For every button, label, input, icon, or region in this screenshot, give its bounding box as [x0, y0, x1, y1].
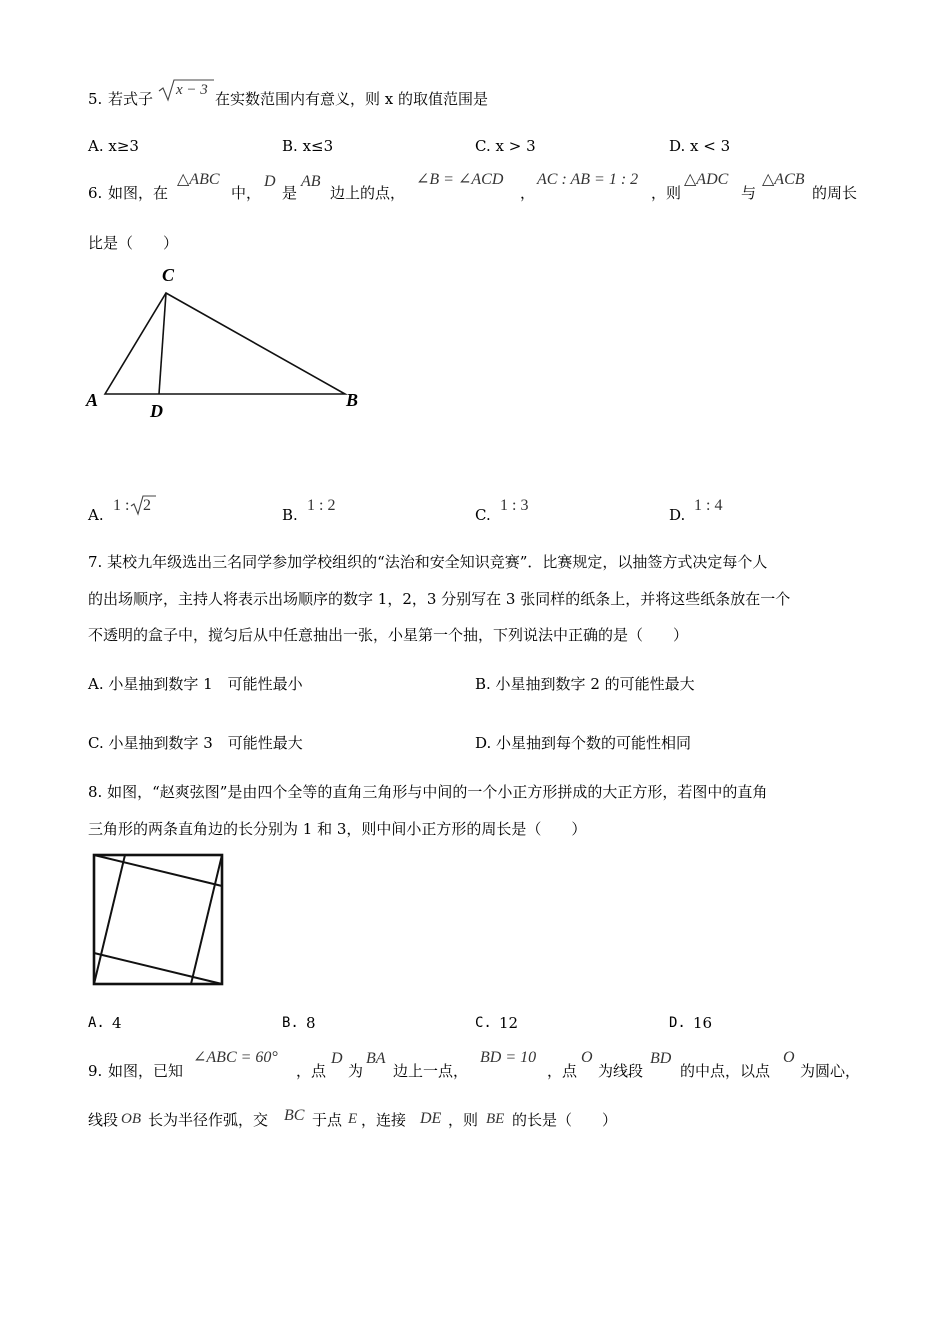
q5-text-pre: 若式子	[108, 90, 154, 108]
q6-text-5: ，	[520, 184, 536, 202]
q9-text-6: 为线段	[598, 1062, 644, 1080]
q9-text-2: ，点	[296, 1062, 327, 1080]
q9-line2-text-c: 于点	[312, 1111, 343, 1129]
q8-text-line2: 三角形的两条直角边的长分别为 1 和 3，则中间小正方形的周长是（ ）	[88, 820, 587, 838]
q6-triangle-abc: △ABC	[177, 171, 220, 188]
q9-line2-text-b: 长为半径作弧，交	[148, 1111, 269, 1129]
q6-text-3: 是	[282, 184, 298, 202]
q6-number: 6.	[88, 184, 103, 202]
figure-label-a: A	[86, 390, 99, 410]
q9-line2-text-a: 线段	[88, 1111, 119, 1129]
q9-text-8: 为圆心，	[800, 1062, 861, 1080]
q9-segment-be: BE	[486, 1111, 505, 1127]
q9-angle-abc: ∠ABC = 60°	[193, 1049, 278, 1066]
q6-segment-ab: AB	[301, 173, 321, 190]
q8-text-line1: 8. 如图，“赵爽弦图”是由四个全等的直角三角形与中间的一个小正方形拼成的大正方形，若图中的直角	[88, 783, 768, 801]
q5-number: 5.	[88, 90, 103, 108]
q6-ratio-condition: AC : AB = 1 : 2	[537, 171, 639, 188]
q6-point-d: D	[264, 173, 276, 190]
q6-text-7: 与	[741, 184, 757, 202]
q5-option-c: C. x > 3	[475, 137, 536, 155]
q6-text-1: 如图，在	[108, 184, 169, 202]
q8-zhao-shuang-figure	[88, 850, 230, 992]
q7-option-a: A. 小星抽到数字 1 可能性最小	[88, 675, 303, 693]
figure-label-c: C	[162, 265, 175, 285]
q6-text-4: 边上的点，	[330, 184, 406, 202]
q9-segment-ba: BA	[366, 1050, 386, 1067]
triangle-edge-bottom	[94, 953, 222, 984]
q6-text-2: 中，	[231, 184, 262, 202]
q9-text-5: ，点	[547, 1062, 578, 1080]
q9-text-7: 的中点，以点	[680, 1062, 771, 1080]
triangle-abc-shape	[105, 293, 345, 394]
q6-triangle-adc: △ADC	[684, 171, 729, 188]
q9-point-o: O	[581, 1049, 593, 1066]
triangle-edge-right	[191, 855, 222, 984]
q6-angle-condition: ∠B = ∠ACD	[416, 171, 504, 188]
q7-text-line3: 不透明的盒子中，搅匀后从中任意抽出一张，小星第一个抽，下列说法中正确的是（ ）	[88, 626, 689, 644]
q9-segment-bc: BC	[284, 1107, 305, 1124]
q6-triangle-figure	[80, 260, 380, 430]
q5-option-a: A. x≥3	[88, 137, 139, 155]
q9-segment-ob: OB	[121, 1111, 141, 1127]
q6-text-line2: 比是（ ）	[88, 234, 179, 252]
triangle-edge-top	[94, 855, 222, 886]
q5-option-b: B. x≤3	[282, 137, 334, 155]
q9-segment-de: DE	[420, 1110, 442, 1127]
q7-option-d: D. 小星抽到每个数的可能性相同	[475, 734, 692, 752]
q9-bd-length: BD = 10	[480, 1049, 537, 1066]
q9-point-e: E	[348, 1111, 358, 1127]
q9-text-3: 为	[348, 1062, 364, 1080]
q9-line2-text-f: 的长是（ ）	[512, 1111, 618, 1129]
q5-option-d: D. x < 3	[669, 137, 731, 155]
q7-option-b: B. 小星抽到数字 2 的可能性最大	[475, 675, 695, 693]
figure-label-d: D	[150, 401, 163, 421]
q9-line2-text-d: ，连接	[361, 1111, 407, 1129]
q6-text-8: 的周长	[812, 184, 858, 202]
figure-label-b: B	[346, 390, 359, 410]
q9-text-4: 边上一点，	[393, 1062, 469, 1080]
q5-text-post: 在实数范围内有意义，则 x 的取值范围是	[215, 90, 488, 108]
q6-text-6: ，则	[651, 184, 682, 202]
q9-point-d: D	[331, 1050, 343, 1067]
q5-radicand: x − 3	[176, 82, 208, 98]
q7-text-line1: 7. 某校九年级选出三名同学参加学校组织的“法治和安全知识竞赛”．比赛规定，以抽签方式决定每个人	[88, 553, 768, 571]
q9-center-o: O	[783, 1049, 795, 1066]
q9-line2-text-e: ，则	[448, 1111, 479, 1129]
triangle-edge-left	[94, 855, 125, 984]
q7-option-c: C. 小星抽到数字 3 可能性最大	[88, 734, 303, 752]
segment-cd	[159, 293, 166, 394]
q9-text-1: 如图，已知	[108, 1062, 184, 1080]
q9-number: 9.	[88, 1062, 103, 1080]
outer-square	[94, 855, 222, 984]
q6-triangle-acb: △ACB	[762, 171, 805, 188]
q7-text-line2: 的出场顺序，主持人将表示出场顺序的数字 1，2，3 分别写在 3 张同样的纸条上，并将这些纸条放在一个	[88, 590, 791, 608]
q9-segment-bd: BD	[650, 1050, 672, 1067]
